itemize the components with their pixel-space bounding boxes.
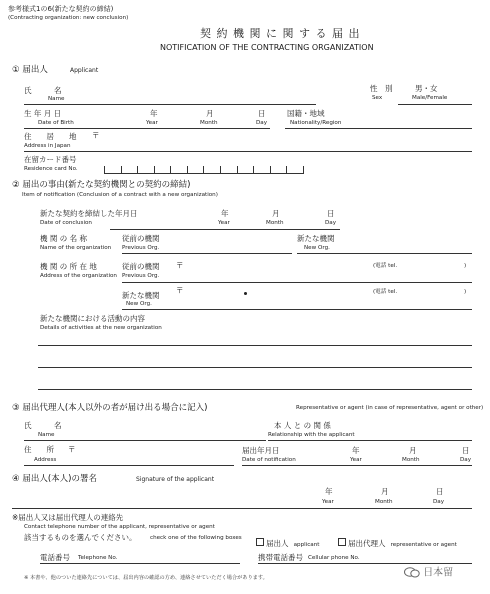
applicant-sex-options-en: Male/Female	[412, 95, 448, 101]
representative-relationship-label: 本 人 と の 関 係	[274, 421, 331, 430]
org-name-previous-field[interactable]	[122, 253, 292, 254]
conclusion-month-label-en: Month	[266, 220, 284, 226]
applicant-dob-year-label: 年	[150, 109, 158, 118]
conclusion-date-label: 新たな契約を締結した年月日	[40, 209, 138, 218]
org-address-new-tel-label: (電話 tel.	[373, 289, 398, 295]
applicant-name-label-en: Name	[48, 96, 65, 102]
representative-name-field[interactable]	[24, 440, 266, 441]
org-address-new-tel-close: )	[464, 289, 467, 295]
contact-select-label: 該当するものを選んでください。	[24, 533, 137, 542]
representative-day-label: 日	[462, 446, 470, 455]
org-name-label-en: Name of the organization	[40, 245, 112, 251]
signature-year-label: 年	[325, 487, 333, 496]
applicant-dob-day-label-en: Day	[256, 120, 268, 126]
representative-notif-date-label: 届出年月日	[242, 446, 280, 455]
form-reference-en: (Contracting organization: new conclusion)	[8, 15, 129, 21]
representative-address-label-en: Address	[34, 457, 57, 463]
signature-month-label-en: Month	[375, 499, 393, 505]
contact-phone-field[interactable]	[40, 563, 240, 564]
applicant-sex-label: 性 別	[370, 84, 393, 93]
representative-month-label: 月	[409, 446, 417, 455]
applicant-address-label: 住 居 地	[24, 132, 77, 141]
conclusion-day-label-en: Day	[325, 220, 337, 226]
representative-name-label: 氏 名	[24, 421, 62, 430]
contact-applicant-option[interactable]: 届出人 applicant	[256, 533, 319, 549]
activities-label-en: Details of activities at the new organization	[40, 325, 162, 331]
applicant-dob-label: 生 年 月 日	[24, 109, 62, 118]
applicant-sex-label-en: Sex	[372, 95, 383, 101]
page-title-en: NOTIFICATION OF THE CONTRACTING ORGANIZATION	[160, 43, 374, 52]
representative-year-label: 年	[352, 446, 360, 455]
residence-card-label-en: Residence card No.	[24, 166, 78, 172]
contact-phone-label: 電話番号	[40, 553, 70, 562]
applicant-address-field[interactable]	[24, 151, 472, 152]
section-reason-heading-en: Item of notification (Conclusion of a contract with a new organization)	[22, 192, 218, 198]
residence-card-number-boxes[interactable]	[104, 166, 304, 174]
footnote: ※ 本書や、他のついた連絡先については、届出内容の確認の方め、連絡させていただく場合があります。	[24, 575, 268, 581]
org-address-new-field[interactable]	[122, 309, 472, 310]
activities-label: 新たな機関における活動の内容	[40, 314, 145, 323]
section-signature-heading: ④ 届出人(本人)の署名	[12, 474, 97, 484]
section-applicant-heading-en: Applicant	[70, 67, 99, 74]
org-name-previous-label: 従前の機関	[122, 234, 160, 243]
org-address-previous-field[interactable]	[122, 282, 472, 283]
contact-cell-field[interactable]	[258, 563, 472, 564]
applicant-dob-field[interactable]	[24, 128, 270, 129]
representative-relationship-label-en: Relationship with the applicant	[268, 432, 355, 438]
contact-select-label-en: check one of the following boxes	[150, 535, 242, 541]
stray-dot	[244, 292, 247, 295]
applicant-dob-month-label-en: Month	[200, 120, 218, 126]
section-signature-heading-en: Signature of the applicant	[136, 476, 215, 483]
representative-year-label-en: Year	[350, 457, 362, 463]
conclusion-date-field[interactable]	[110, 229, 340, 230]
applicant-name-label: 氏 名	[24, 86, 62, 95]
org-address-label: 機 関 の 所 在 地	[40, 262, 97, 271]
applicant-sex-field[interactable]	[398, 104, 472, 105]
contact-heading: ※届出人又は届出代理人の連絡先	[12, 513, 124, 522]
org-name-label: 機 関 の 名 称	[40, 234, 88, 243]
conclusion-year-label-en: Year	[218, 220, 230, 226]
org-name-new-label-en: New Org.	[304, 245, 330, 251]
applicant-dob-year-label-en: Year	[146, 120, 158, 126]
residence-card-label: 在留カード番号	[24, 155, 77, 164]
applicant-dob-day-label: 日	[258, 109, 266, 118]
org-address-previous-tel-close: )	[464, 263, 467, 269]
representative-postal-mark: 〒	[68, 445, 76, 454]
applicant-address-label-en: Address in Japan	[24, 143, 71, 149]
contact-heading-en: Contact telephone number of the applicant, representative or agent	[24, 524, 215, 530]
signature-day-label: 日	[436, 487, 444, 496]
signature-day-label-en: Day	[433, 499, 445, 505]
representative-notif-date-field[interactable]	[242, 465, 472, 466]
watermark	[404, 567, 453, 579]
contact-agent-checkbox[interactable]	[338, 538, 346, 546]
contact-agent-option[interactable]: 届出代理人 representative or agent	[338, 533, 457, 549]
conclusion-year-label: 年	[221, 209, 229, 218]
signature-year-label-en: Year	[322, 499, 334, 505]
contact-cell-label-en: Cellular phone No.	[308, 555, 360, 561]
representative-notif-date-label-en: Date of notification	[242, 457, 296, 463]
chat-bubble-icon	[404, 567, 420, 578]
applicant-nationality-field[interactable]	[285, 128, 472, 129]
org-address-new-postal-mark: 〒	[176, 286, 184, 295]
applicant-dob-label-en: Date of Birth	[38, 120, 74, 126]
applicant-dob-month-label: 月	[206, 109, 214, 118]
applicant-name-field[interactable]	[24, 104, 316, 105]
org-name-previous-label-en: Previous Org.	[122, 245, 160, 251]
representative-month-label-en: Month	[402, 457, 420, 463]
contact-applicant-checkbox[interactable]	[256, 538, 264, 546]
section-reason-heading: ② 届出の事由(新たな契約機関との契約の締結)	[12, 180, 191, 190]
applicant-nationality-label: 国籍・地域	[287, 109, 325, 118]
applicant-postal-mark: 〒	[92, 131, 100, 140]
applicant-sex-options[interactable]: 男・女	[415, 84, 438, 93]
activities-line-3[interactable]	[38, 389, 472, 390]
org-address-new-label-en: New Org.	[126, 301, 152, 307]
section-representative-heading: ③ 届出代理人(本人以外の者が届け出る場合に記入)	[12, 403, 208, 413]
representative-name-label-en: Name	[38, 432, 55, 438]
org-address-label-en: Address of the organization	[40, 273, 117, 279]
conclusion-date-label-en: Date of conclusion	[40, 220, 92, 226]
representative-day-label-en: Day	[460, 457, 472, 463]
org-address-previous-postal-mark: 〒	[176, 261, 184, 270]
form-reference: 参考様式1の6(新たな契約の締結)	[8, 5, 114, 13]
contact-phone-label-en: Telephone No.	[78, 555, 118, 561]
org-address-new-label: 新たな機関	[122, 291, 160, 300]
org-name-new-field[interactable]	[297, 253, 472, 254]
contact-cell-label: 携帯電話番号	[258, 553, 303, 562]
org-name-new-label: 新たな機関	[297, 234, 335, 243]
page-title-jp: 契 約 機 関 に 関 す る 届 出	[200, 27, 361, 40]
signature-field[interactable]	[12, 508, 472, 509]
representative-address-label: 住 所	[24, 445, 54, 454]
representative-address-field[interactable]	[24, 465, 234, 466]
activities-line-2[interactable]	[38, 367, 472, 368]
activities-line-1[interactable]	[38, 345, 472, 346]
org-address-previous-label-en: Previous Org.	[122, 273, 160, 279]
conclusion-day-label: 日	[327, 209, 335, 218]
watermark-text: 日本留	[423, 567, 454, 579]
org-address-previous-label: 従前の機関	[122, 262, 160, 271]
applicant-nationality-label-en: Nationality/Region	[290, 120, 342, 126]
section-representative-heading-en: Representative or agent (in case of representative, agent or other)	[296, 405, 484, 411]
signature-month-label: 月	[381, 487, 389, 496]
org-address-previous-tel-label: (電話 tel.	[373, 263, 398, 269]
conclusion-month-label: 月	[272, 209, 280, 218]
section-applicant-heading: ① 届出人	[12, 65, 48, 75]
representative-relationship-field[interactable]	[268, 440, 472, 441]
